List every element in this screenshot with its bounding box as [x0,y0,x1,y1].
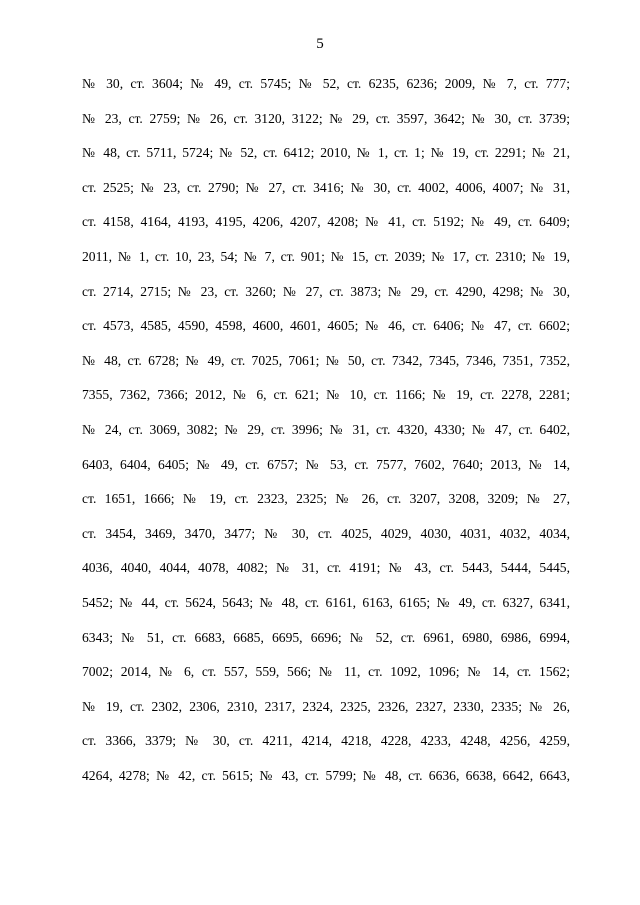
text-line: 6403, 6404, 6405; № 49, ст. 6757; № 53, ст. 7577, 7602, 7640; 2013, № 14, [82,456,570,472]
page-number: 5 [316,36,324,52]
text-line: 4264, 4278; № 42, ст. 5615; № 43, ст. 5799; № 48, ст. 6636, 6638, 6642, 6643, [82,767,570,783]
document-body [82,74,570,800]
text-line: ст. 4158, 4164, 4193, 4195, 4206, 4207, 4208; № 41, ст. 5192; № 49, ст. 6409; [82,214,570,230]
text-line: 7002; 2014, № 6, ст. 557, 559, 566; № 11, ст. 1092, 1096; № 14, ст. 1562; [82,664,570,680]
text-line: ст. 2714, 2715; № 23, ст. 3260; № 27, ст. 3873; № 29, ст. 4290, 4298; № 30, [82,283,570,299]
text-line: 5452; № 44, ст. 5624, 5643; № 48, ст. 6161, 6163, 6165; № 49, ст. 6327, 6341, [82,594,570,610]
text-line: ст. 3366, 3379; № 30, ст. 4211, 4214, 4218, 4228, 4233, 4248, 4256, 4259, [82,733,570,749]
text-line: 7355, 7362, 7366; 2012, № 6, ст. 621; № 10, ст. 1166; № 19, ст. 2278, 2281; [82,387,570,403]
text-line: 4036, 4040, 4044, 4078, 4082; № 31, ст. 4191; № 43, ст. 5443, 5444, 5445, [82,560,570,576]
text-line: 2011, № 1, ст. 10, 23, 54; № 7, ст. 901; № 15, ст. 2039; № 17, ст. 2310; № 19, [82,248,570,264]
text-line: ст. 1651, 1666; № 19, ст. 2323, 2325; № 26, ст. 3207, 3208, 3209; № 27, [82,491,570,507]
text-line: № 19, ст. 2302, 2306, 2310, 2317, 2324, 2325, 2326, 2327, 2330, 2335; № 26, [82,698,570,714]
text-line: № 48, ст. 6728; № 49, ст. 7025, 7061; № 50, ст. 7342, 7345, 7346, 7351, 7352, [82,352,570,368]
text-line: № 23, ст. 2759; № 26, ст. 3120, 3122; № 29, ст. 3597, 3642; № 30, ст. 3739; [82,110,570,126]
text-line: ст. 4573, 4585, 4590, 4598, 4600, 4601, 4605; № 46, ст. 6406; № 47, ст. 6602; [82,318,570,334]
text-line: № 30, ст. 3604; № 49, ст. 5745; № 52, ст. 6235, 6236; 2009, № 7, ст. 777; [82,76,570,91]
text-line: № 24, ст. 3069, 3082; № 29, ст. 3996; № 31, ст. 4320, 4330; № 47, ст. 6402, [82,421,570,437]
text-line: ст. 2525; № 23, ст. 2790; № 27, ст. 3416; № 30, ст. 4002, 4006, 4007; № 31, [82,179,570,195]
text-line: 6343; № 51, ст. 6683, 6685, 6695, 6696; № 52, ст. 6961, 6980, 6986, 6994, [82,629,570,645]
text-line: ст. 3454, 3469, 3470, 3477; № 30, ст. 4025, 4029, 4030, 4031, 4032, 4034, [82,525,570,541]
text-line: № 48, ст. 5711, 5724; № 52, ст. 6412; 2010, № 1, ст. 1; № 19, ст. 2291; № 21, [82,145,570,161]
